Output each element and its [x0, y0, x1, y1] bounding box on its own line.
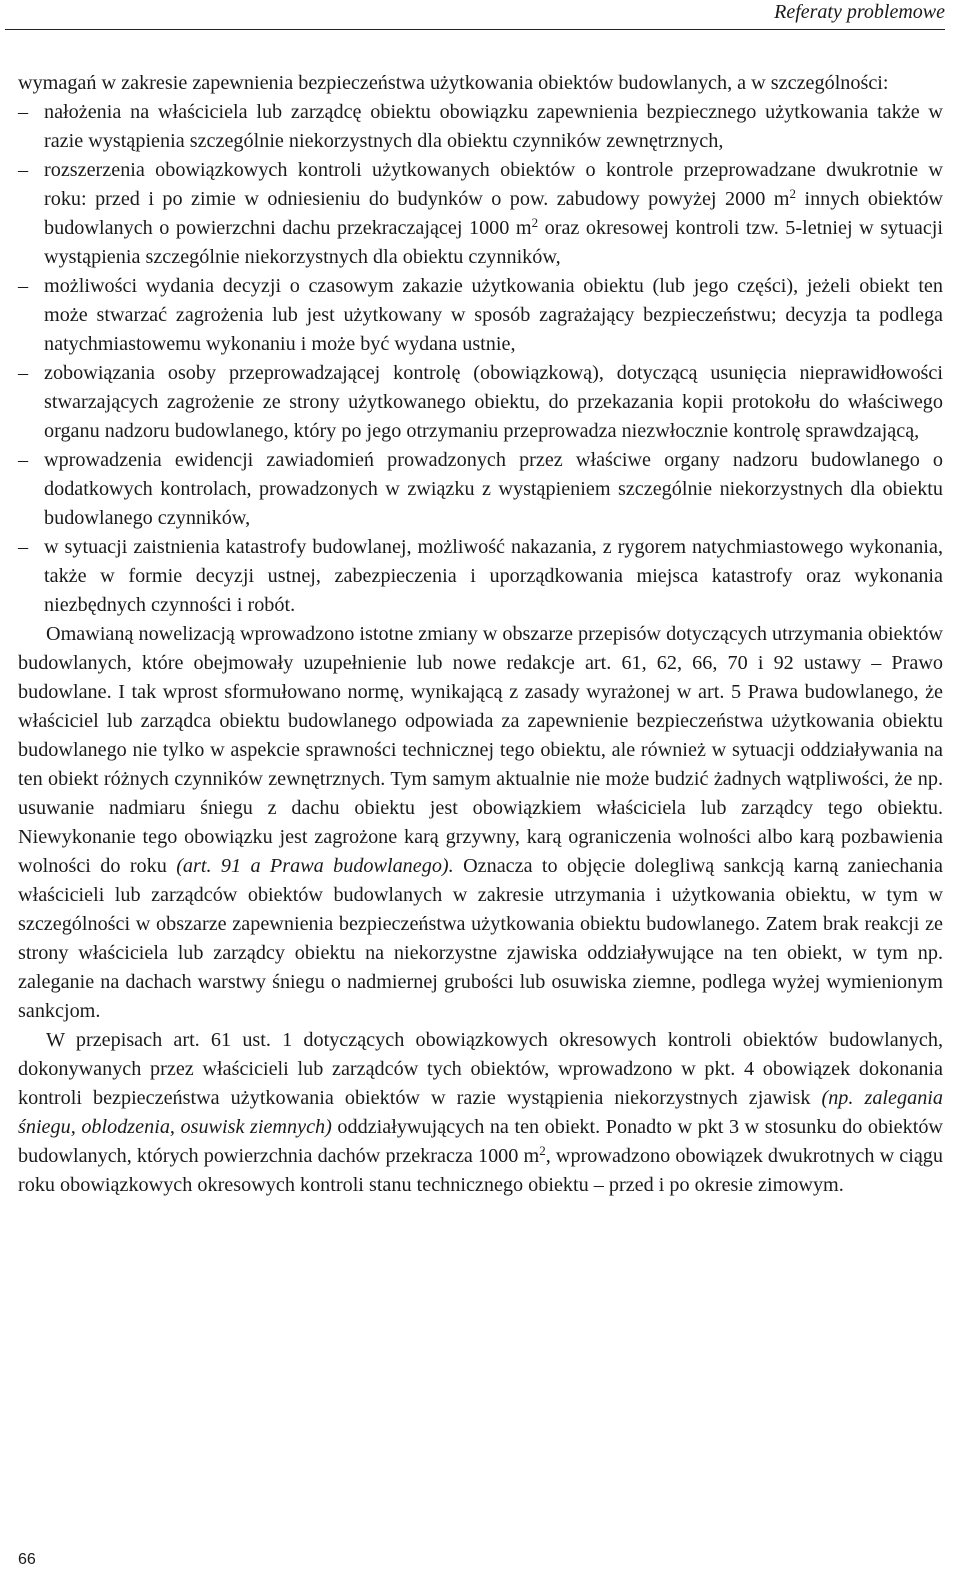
superscript: 2 [531, 215, 539, 230]
paragraph-text: oddziaływujących na ten obiekt. Ponadto w pkt 3 w stosunku do obiektów budowlanych, których powierzchnia dachów przekracza 1000 m [18, 1116, 943, 1167]
dash-bullet: – [18, 449, 29, 471]
list-item [18, 359, 943, 446]
list-item [18, 533, 943, 620]
italic-examples: (np. zalegania śniegu, oblodzenia, osuwisk ziemnych) [18, 1087, 943, 1138]
list-item [18, 272, 943, 359]
header-rule [5, 29, 945, 30]
italic-citation: (art. 91 a Prawa budowlanego). [176, 855, 454, 877]
body-paragraph [18, 1026, 943, 1200]
page-number: 66 [18, 1551, 36, 1568]
page-header [0, 0, 960, 31]
dash-bullet: – [18, 362, 29, 384]
dash-bullet: – [18, 275, 29, 297]
article-body [18, 69, 943, 1200]
intro-paragraph: wymagań w zakresie zapewnienia bezpieczeństwa użytkowania obiektów budowlanych, a w szczególności: [18, 72, 889, 94]
superscript: 2 [789, 186, 797, 201]
requirements-list [18, 98, 943, 620]
paragraph-text: Oznacza to objęcie dolegliwą sankcją karną zaniechania właścicieli lub zarządców obiektów budowlanych w zakresie utrzymania i użytkowania obiektu, w tym w szczególności w obszarze zapewnienia bezpieczeństwa użytkowania obiektu budowlanego. Zatem brak reakcji ze strony właściciela lub zarządcy obiektu na niekorzystne zjawiska oddziaływujące na ten obiekt, w tym np. zaleganie na dachach warstwy śniegu o nadmiernej grubości lub osuwiska ziemne, podlega wyżej wymienionym sankcjom. [18, 855, 943, 1022]
dash-bullet: – [18, 536, 29, 558]
paragraph-text: , wprowadzono obowiązek dwukrotnych w ciągu roku obowiązkowych okresowych kontroli stanu technicznego obiektu – przed i po okresie zimowym. [18, 1145, 943, 1196]
paragraph-text: Omawianą nowelizacją wprowadzono istotne zmiany w obszarze przepisów dotyczących utrzymania obiektów budowlanych, które obejmowały uzupełnienie lub nowe redakcje art. 61, 62, 66, 70 i 92 ustawy – Prawo budowlane. I tak wprost sformułowano normę, wynikającą z zasady wyrażonej w art. 5 Prawa budowlanego, że właściciel lub zarządca obiektu budowlanego odpowiada za zapewnienie bezpieczeństwa użytkowania obiektu budowlanego nie tylko w aspekcie sprawności technicznej tego obiektu, ale również w sytuacji oddziaływania na ten obiekt różnych czynników zewnętrznych. Tym samym aktualnie nie może budzić żadnych wątpliwości, że np. usuwanie nadmiaru śniegu z dachu obiektu jest obowiązkiem właściciela lub zarządcy tego obiektu. Niewykonanie tego obowiązku jest zagrożone karą grzywny, karą ograniczenia wolności albo karą pozbawienia wolności do roku [18, 623, 943, 877]
list-item-text: w sytuacji zaistnienia katastrofy budowlanej, możliwość nakazania, z rygorem natychmiastowego wykonania, także w formie decyzji ustnej, zabezpieczenia i uporządkowania miejsca katastrofy oraz wykonania niezbędnych czynności i robót. [44, 536, 943, 616]
dash-bullet: – [18, 101, 29, 123]
list-item [18, 156, 943, 272]
list-item-text: zobowiązania osoby przeprowadzającej kontrolę (obowiązkową), dotyczącą usunięcia nieprawidłowości stwarzających zagrożenie ze strony użytkowanego obiektu, do przekazania kopii protokołu do właściwego organu nadzoru budowlanego, który po jego otrzymaniu przeprowadza niezwłocznie kontrolę sprawdzającą, [44, 362, 943, 442]
list-item [18, 98, 943, 156]
list-item-text: nałożenia na właściciela lub zarządcę obiektu obowiązku zapewnienia bezpiecznego użytkowania także w razie wystąpienia szczególnie niekorzystnych dla obiektu czynników zewnętrznych, [44, 101, 943, 152]
superscript: 2 [539, 1143, 546, 1158]
list-item-text: innych obiektów budowlanych o powierzchni dachu przekraczającej 1000 m [44, 188, 943, 239]
dash-bullet: – [18, 159, 29, 181]
list-item-text: oraz okresowej kontroli tzw. 5-letniej w sytuacji wystąpienia szczególnie niekorzystnych dla obiektu czynników, [44, 217, 943, 268]
list-item-text: możliwości wydania decyzji o czasowym zakazie użytkowania obiektu (lub jego części), jeżeli obiekt ten może stwarzać zagrożenia lub jest użytkowany w sposób zagrażający bezpieczeństwu; decyzja ta podlega natychmiastowemu wykonaniu i może być wydana ustnie, [44, 275, 943, 355]
body-paragraph [18, 620, 943, 1026]
paragraph-text: W przepisach art. 61 ust. 1 dotyczących obowiązkowych okresowych kontroli obiektów budowlanych, dokonywanych przez właścicieli lub zarządców tych obiektów, wprowadzono w pkt. 4 obowiązek dokonania kontroli bezpieczeństwa użytkowania obiektów w razie wystąpienia niekorzystnych zjawisk [18, 1029, 943, 1109]
list-item [18, 446, 943, 533]
header-title: Referaty problemowe [774, 1, 945, 23]
list-item-text: wprowadzenia ewidencji zawiadomień prowadzonych przez właściwe organy nadzoru budowlanego o dodatkowych kontrolach, prowadzonych w związku z wystąpieniem szczególnie niekorzystnych dla obiektu budowlanego czynników, [44, 449, 943, 529]
list-item-text: rozszerzenia obowiązkowych kontroli użytkowanych obiektów o kontrole przeprowadzane dwukrotnie w roku: przed i po zimie w odniesieniu do budynków o pow. zabudowy powyżej 2000 m [44, 159, 943, 210]
